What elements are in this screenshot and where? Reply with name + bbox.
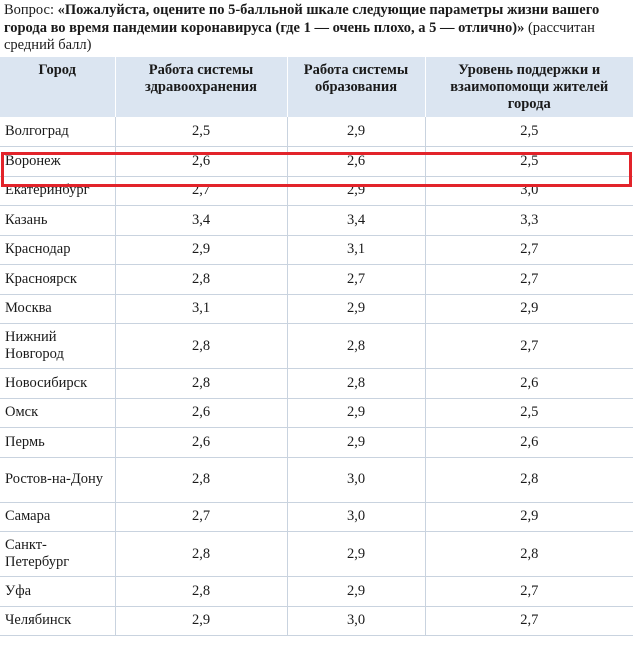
- health-cell: 2,5: [115, 117, 287, 147]
- table-row: [0, 265, 633, 295]
- health-cell: 2,9: [115, 235, 287, 265]
- education-cell: 2,9: [287, 577, 425, 607]
- support-cell: 2,9: [425, 502, 633, 532]
- question-text: [4, 2, 632, 55]
- education-cell: 2,9: [287, 428, 425, 458]
- education-cell: 2,9: [287, 294, 425, 324]
- city-cell: Новосибирск: [0, 369, 115, 399]
- education-cell: 3,4: [287, 206, 425, 236]
- health-cell: 2,8: [115, 532, 287, 577]
- education-cell: 2,9: [287, 117, 425, 147]
- city-cell: Красноярск: [0, 265, 115, 295]
- health-cell: 2,6: [115, 147, 287, 177]
- support-cell: 2,7: [425, 235, 633, 265]
- support-cell: 2,5: [425, 147, 633, 177]
- support-cell: 2,6: [425, 428, 633, 458]
- table-row: [0, 369, 633, 399]
- education-cell: 2,8: [287, 369, 425, 399]
- header-education: Работа системы образования: [287, 57, 425, 117]
- table-row: [0, 606, 633, 636]
- education-cell: 2,8: [287, 324, 425, 369]
- table-row: [0, 502, 633, 532]
- table-row: [0, 398, 633, 428]
- support-cell: 3,3: [425, 206, 633, 236]
- question-suffix: (рассчитан средний балл): [4, 19, 595, 53]
- city-cell: Воронеж: [0, 147, 115, 177]
- city-cell: Санкт-Петербург: [0, 532, 115, 577]
- health-cell: 2,6: [115, 398, 287, 428]
- support-cell: 2,7: [425, 606, 633, 636]
- table-row: [0, 147, 633, 177]
- support-cell: 2,8: [425, 457, 633, 502]
- city-cell: Уфа: [0, 577, 115, 607]
- health-cell: 2,8: [115, 324, 287, 369]
- table-row: [0, 428, 633, 458]
- health-cell: 2,7: [115, 502, 287, 532]
- health-cell: 2,6: [115, 428, 287, 458]
- city-cell: Волгоград: [0, 117, 115, 147]
- city-cell: Челябинск: [0, 606, 115, 636]
- health-cell: 2,7: [115, 176, 287, 206]
- support-cell: 2,7: [425, 324, 633, 369]
- city-cell: Пермь: [0, 428, 115, 458]
- table-row: [0, 117, 633, 147]
- header-health: Работа системы здравоохранения: [115, 57, 287, 117]
- education-cell: 3,0: [287, 502, 425, 532]
- support-cell: 2,6: [425, 369, 633, 399]
- health-cell: 2,8: [115, 369, 287, 399]
- city-cell: Самара: [0, 502, 115, 532]
- support-cell: 2,7: [425, 577, 633, 607]
- city-cell: Нижний Новгород: [0, 324, 115, 369]
- support-cell: 2,5: [425, 117, 633, 147]
- education-cell: 2,9: [287, 532, 425, 577]
- city-cell: Краснодар: [0, 235, 115, 265]
- question-prefix: Вопрос:: [4, 2, 58, 18]
- health-cell: 3,4: [115, 206, 287, 236]
- support-cell: 3,0: [425, 176, 633, 206]
- support-cell: 2,9: [425, 294, 633, 324]
- ratings-table: [0, 57, 633, 636]
- header-support: Уровень поддержки и взаимопомощи жителей города: [425, 57, 633, 117]
- education-cell: 2,9: [287, 398, 425, 428]
- health-cell: 2,8: [115, 457, 287, 502]
- city-cell: Екатеринбург: [0, 176, 115, 206]
- education-cell: 3,1: [287, 235, 425, 265]
- table-row: [0, 324, 633, 369]
- table-row: [0, 206, 633, 236]
- header-city: Город: [0, 57, 115, 117]
- support-cell: 2,8: [425, 532, 633, 577]
- question-body: «Пожалуйста, оцените по 5-балльной шкале следующие параметры жизни вашего города во время пандемии коронавируса (где 1 — очень плохо, а 5 — отлично)»: [4, 2, 600, 36]
- health-cell: 2,8: [115, 577, 287, 607]
- city-cell: Омск: [0, 398, 115, 428]
- education-cell: 2,6: [287, 147, 425, 177]
- education-cell: 3,0: [287, 606, 425, 636]
- health-cell: 3,1: [115, 294, 287, 324]
- city-cell: Москва: [0, 294, 115, 324]
- table-row: [0, 577, 633, 607]
- table-row: [0, 235, 633, 265]
- table-row: [0, 294, 633, 324]
- table-row: [0, 457, 633, 502]
- support-cell: 2,7: [425, 265, 633, 295]
- health-cell: 2,8: [115, 265, 287, 295]
- support-cell: 2,5: [425, 398, 633, 428]
- health-cell: 2,9: [115, 606, 287, 636]
- table-row: [0, 532, 633, 577]
- education-cell: 2,7: [287, 265, 425, 295]
- city-cell: Ростов-на-Дону: [0, 457, 115, 502]
- city-cell: Казань: [0, 206, 115, 236]
- education-cell: 3,0: [287, 457, 425, 502]
- education-cell: 2,9: [287, 176, 425, 206]
- table-header-row: [0, 57, 633, 117]
- table-row: [0, 176, 633, 206]
